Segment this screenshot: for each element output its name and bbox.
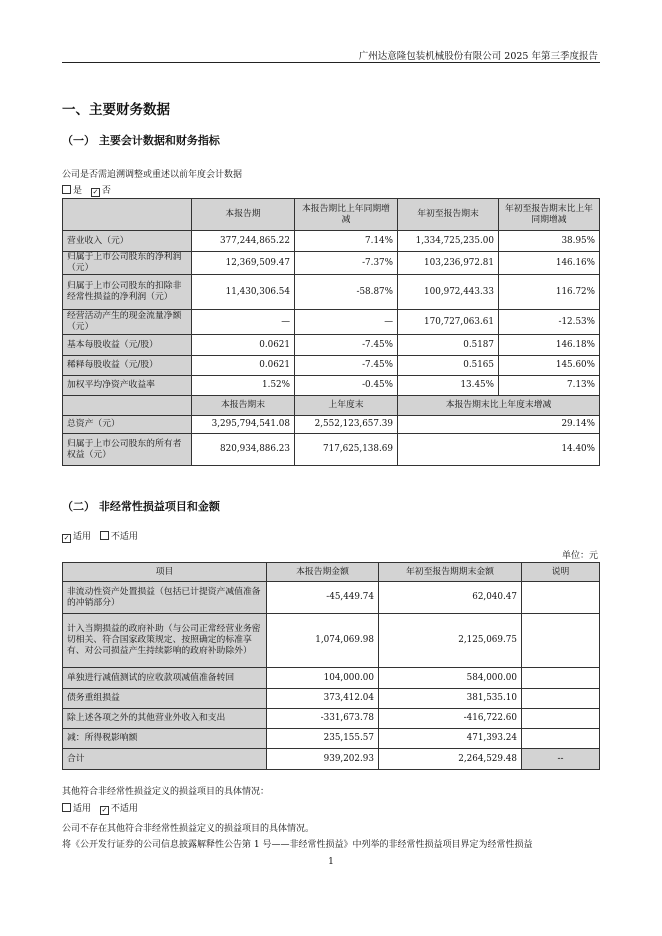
table-cell bbox=[522, 689, 600, 709]
table-cell: 2,552,123,657.39 bbox=[295, 416, 398, 434]
table-cell: 62,040.47 bbox=[379, 582, 522, 614]
row-label: 归属于上市公司股东的净利润（元） bbox=[63, 252, 192, 275]
table-cell: 1,074,069.98 bbox=[267, 614, 379, 668]
table-cell: -7.45% bbox=[295, 356, 398, 376]
row-label: 归属于上市公司股东的扣除非经常性损益的净利润（元） bbox=[63, 275, 192, 310]
table-cell: 103,236,972.81 bbox=[398, 252, 499, 275]
table-cell: -416,722.60 bbox=[379, 709, 522, 729]
table-cell: -331,673.78 bbox=[267, 709, 379, 729]
header-divider bbox=[62, 62, 600, 63]
table-row bbox=[63, 252, 600, 275]
table-cell: 820,934,886.23 bbox=[192, 434, 295, 466]
row-label: 单独进行减值测试的应收款项减值准备转回 bbox=[63, 668, 267, 689]
column-header: 上年度末 bbox=[295, 396, 398, 416]
table-cell: 584,000.00 bbox=[379, 668, 522, 689]
table-cell: 29.14% bbox=[398, 416, 600, 434]
row-label: 减：所得税影响额 bbox=[63, 729, 267, 749]
table-cell: 0.5165 bbox=[398, 356, 499, 376]
financial-data-table bbox=[62, 198, 600, 466]
table-row bbox=[63, 310, 600, 335]
table-row bbox=[63, 376, 600, 396]
table-cell: 13.45% bbox=[398, 376, 499, 396]
checkbox-other-not-applicable[interactable]: ✓ bbox=[101, 806, 108, 814]
table-row bbox=[63, 668, 600, 689]
checkbox-applicable[interactable]: ✓ bbox=[63, 534, 70, 542]
column-header: 本报告期金额 bbox=[267, 563, 379, 582]
table-cell: — bbox=[192, 310, 295, 335]
column-header: 年初至报告期末 bbox=[398, 199, 499, 231]
table-header-row bbox=[63, 199, 600, 231]
checkbox-not-applicable[interactable] bbox=[100, 531, 109, 540]
table-row bbox=[63, 434, 600, 466]
table-cell: 7.13% bbox=[499, 376, 600, 396]
table-cell: -7.45% bbox=[295, 335, 398, 356]
subsection-title-2: （二） 非经常性损益项目和金额 bbox=[62, 500, 220, 513]
table-cell: 1,334,725,235.00 bbox=[398, 231, 499, 252]
table-cell: 471,393.24 bbox=[379, 729, 522, 749]
table-cell: 0.0621 bbox=[192, 335, 295, 356]
table-row bbox=[63, 335, 600, 356]
restate-question: 公司是否需追溯调整或重述以前年度会计数据 bbox=[62, 170, 243, 180]
row-label: 计入当期损益的政府补助（与公司正常经营业务密切相关、符合国家政策规定、按照确定的标准享有、对公司损益产生持续影响的政府补助除外） bbox=[63, 614, 267, 668]
section-title: 一、主要财务数据 bbox=[62, 102, 170, 118]
row-label: 基本每股收益（元/股） bbox=[63, 335, 192, 356]
checkbox-no[interactable]: ✓ bbox=[92, 188, 99, 196]
table-cell: -12.53% bbox=[499, 310, 600, 335]
option-yes-label: 是 bbox=[73, 186, 83, 196]
table-row bbox=[63, 416, 600, 434]
table-cell: 3,295,794,541.08 bbox=[192, 416, 295, 434]
table-cell: -58.87% bbox=[295, 275, 398, 310]
other-items-question: 其他符合非经常性损益定义的损益项目的具体情况： bbox=[62, 787, 270, 797]
option-applicable-label: 适用 bbox=[73, 532, 92, 542]
column-header: 本报告期 bbox=[192, 199, 295, 231]
table-cell: 116.72% bbox=[499, 275, 600, 310]
table-cell bbox=[522, 668, 600, 689]
other-items-text: 公司不存在其他符合非经常性损益定义的损益项目的具体情况。 bbox=[62, 824, 315, 834]
row-label: 债务重组损益 bbox=[63, 689, 267, 709]
table-cell: 170,727,063.61 bbox=[398, 310, 499, 335]
table-cell: 235,155.57 bbox=[267, 729, 379, 749]
column-header: 说明 bbox=[522, 563, 600, 582]
column-header: 本报告期末 bbox=[192, 396, 295, 416]
table-cell: 1.52% bbox=[192, 376, 295, 396]
table-header-row bbox=[63, 563, 600, 582]
table-cell: -45,449.74 bbox=[267, 582, 379, 614]
unit-label: 单位：元 bbox=[561, 551, 598, 561]
checkbox-other-applicable[interactable] bbox=[62, 803, 71, 812]
table-cell: 7.14% bbox=[295, 231, 398, 252]
table-cell: -- bbox=[522, 749, 600, 770]
table-cell: 146.16% bbox=[499, 252, 600, 275]
table-row bbox=[63, 275, 600, 310]
table-cell: 104,000.00 bbox=[267, 668, 379, 689]
table-cell: 146.18% bbox=[499, 335, 600, 356]
table-cell: -0.45% bbox=[295, 376, 398, 396]
column-header: 年初至报告期期末金额 bbox=[379, 563, 522, 582]
checkbox-yes[interactable] bbox=[62, 185, 71, 194]
table-cell: 100,972,443.33 bbox=[398, 275, 499, 310]
table-cell: 377,244,865.22 bbox=[192, 231, 295, 252]
table-cell: 0.5187 bbox=[398, 335, 499, 356]
table-cell: 11,430,306.54 bbox=[192, 275, 295, 310]
column-header bbox=[63, 396, 192, 416]
row-label: 营业收入（元） bbox=[63, 231, 192, 252]
table-cell: -7.37% bbox=[295, 252, 398, 275]
restate-options bbox=[62, 183, 111, 197]
table-row bbox=[63, 689, 600, 709]
column-header: 项目 bbox=[63, 563, 267, 582]
option-other-applicable-label: 适用 bbox=[73, 804, 92, 814]
row-label: 经营活动产生的现金流量净额（元） bbox=[63, 310, 192, 335]
row-label: 稀释每股收益（元/股） bbox=[63, 356, 192, 376]
table-row bbox=[63, 709, 600, 729]
column-header bbox=[63, 199, 192, 231]
table-cell: 38.95% bbox=[499, 231, 600, 252]
table-cell bbox=[522, 582, 600, 614]
non-recurring-items-table bbox=[62, 562, 600, 770]
column-header: 本报告期比上年同期增减 bbox=[295, 199, 398, 231]
option-other-not-applicable-label: 不适用 bbox=[110, 804, 138, 814]
option-no-label: 否 bbox=[101, 186, 111, 196]
applicable-options bbox=[62, 529, 138, 543]
table-cell: 717,625,138.69 bbox=[295, 434, 398, 466]
table-cell: 14.40% bbox=[398, 434, 600, 466]
table-cell: — bbox=[295, 310, 398, 335]
row-label: 总资产（元） bbox=[63, 416, 192, 434]
subsection-title-1: （一） 主要会计数据和财务指标 bbox=[62, 134, 220, 147]
other-options bbox=[62, 801, 138, 815]
table-row bbox=[63, 614, 600, 668]
table-row bbox=[63, 231, 600, 252]
row-label: 非流动性资产处置损益（包括已计提资产减值准备的冲销部分） bbox=[63, 582, 267, 614]
row-label: 归属于上市公司股东的所有者权益（元） bbox=[63, 434, 192, 466]
table-cell bbox=[522, 729, 600, 749]
page-number: 1 bbox=[328, 857, 334, 867]
row-label: 加权平均净资产收益率 bbox=[63, 376, 192, 396]
table-cell: 381,535.10 bbox=[379, 689, 522, 709]
table-row bbox=[63, 749, 600, 770]
table-row bbox=[63, 356, 600, 376]
row-label: 合计 bbox=[63, 749, 267, 770]
table-cell: 0.0621 bbox=[192, 356, 295, 376]
row-label: 除上述各项之外的其他营业外收入和支出 bbox=[63, 709, 267, 729]
page-header: 广州达意隆包装机械股份有限公司 2025 年第三季度报告 bbox=[358, 51, 598, 62]
table-cell: 2,125,069.75 bbox=[379, 614, 522, 668]
table-cell: 12,369,509.47 bbox=[192, 252, 295, 275]
table-cell bbox=[522, 709, 600, 729]
table-cell: 939,202.93 bbox=[267, 749, 379, 770]
table-cell: 2,264,529.48 bbox=[379, 749, 522, 770]
table-row bbox=[63, 729, 600, 749]
table-cell: 373,412.04 bbox=[267, 689, 379, 709]
column-header: 本报告期末比上年度末增减 bbox=[398, 396, 600, 416]
option-not-applicable-label: 不适用 bbox=[110, 532, 138, 542]
column-header: 年初至报告期末比上年同期增减 bbox=[499, 199, 600, 231]
table-header-row-2 bbox=[63, 396, 600, 416]
table-cell: 145.60% bbox=[499, 356, 600, 376]
table-row bbox=[63, 582, 600, 614]
table-cell bbox=[522, 614, 600, 668]
bottom-text: 将《公开发行证券的公司信息披露解释性公告第 1 号——非经常性损益》中列举的非经常性损益项目界定为经常性损益 bbox=[62, 840, 533, 850]
